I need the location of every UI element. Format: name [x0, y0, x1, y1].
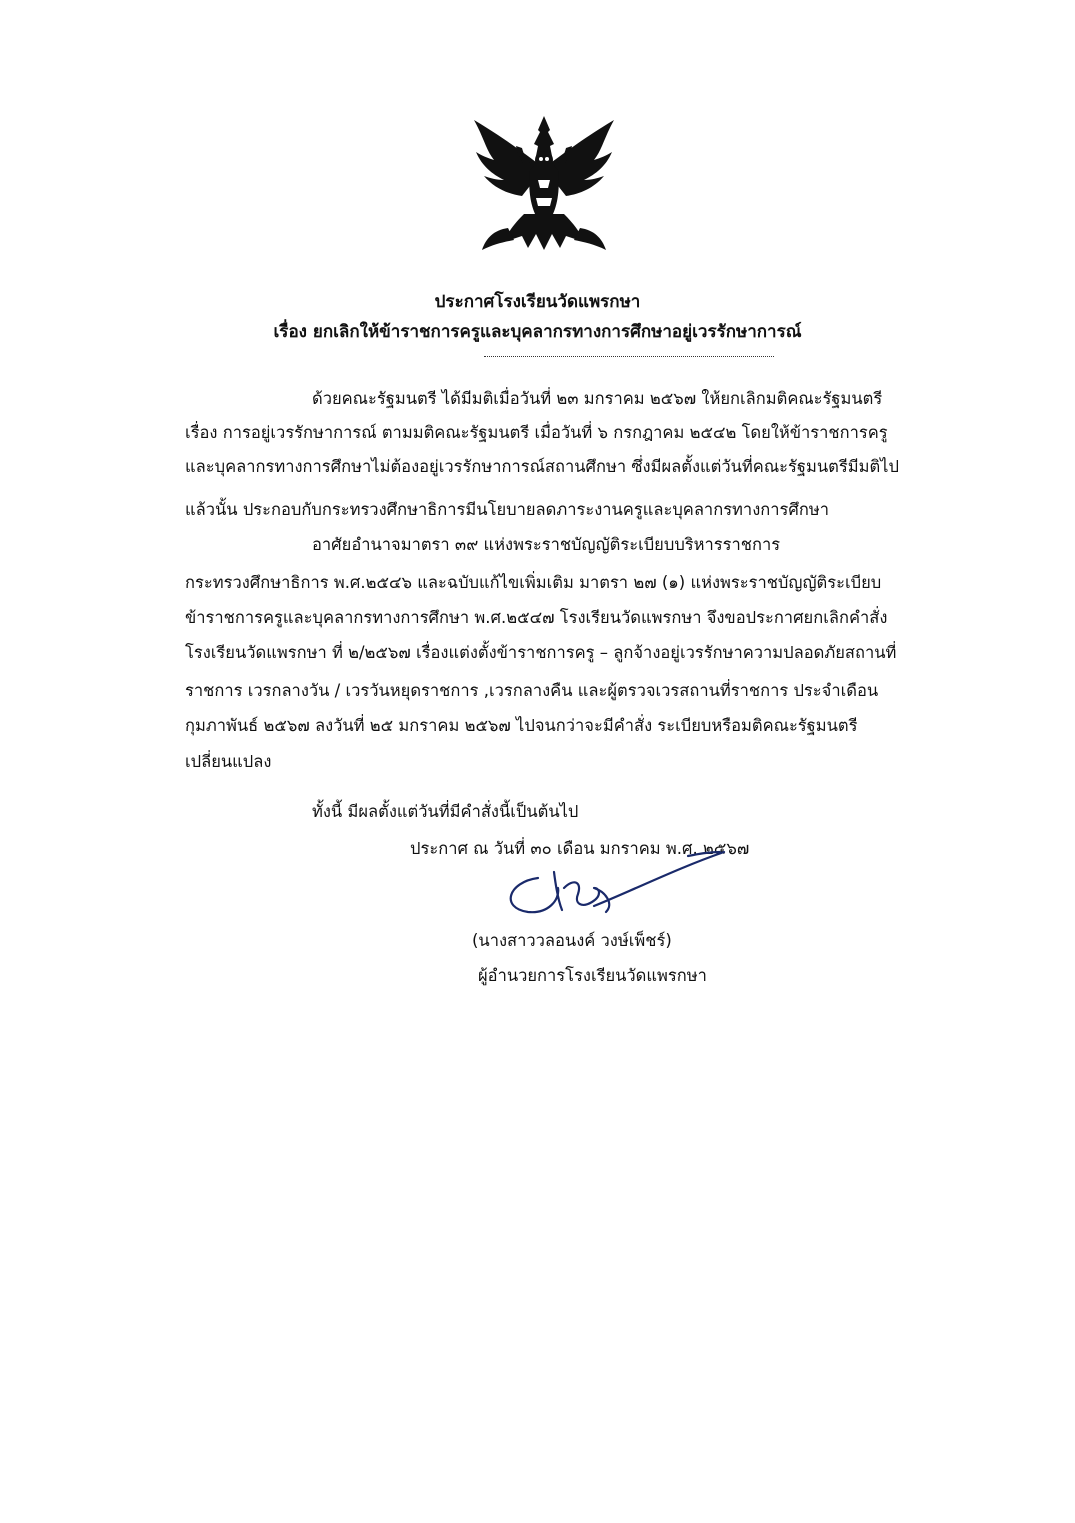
body-line: กุมภาพันธ์ ๒๕๖๗ ลงวันที่ ๒๕ มกราคม ๒๕๖๗ ไปจนกว่าจะมีคำสั่ง ระเบียบหรือมติคณะรัฐมนตรี: [185, 716, 858, 735]
body-line: อาศัยอำนาจมาตรา ๓๙ แห่งพระราชบัญญัติระเบียบบริหารราชการ: [312, 535, 781, 554]
announcement-date: ประกาศ ณ วันที่ ๓๐ เดือน มกราคม พ.ศ. ๒๕๖๗: [410, 839, 750, 858]
header-divider: [484, 356, 774, 357]
body-line: เปลี่ยนแปลง: [185, 752, 272, 771]
body-line: เรื่อง การอยู่เวรรักษาการณ์ ตามมติคณะรัฐมนตรี เมื่อวันที่ ๖ กรกฎาคม ๒๕๔๒ โดยให้ข้าราชการครู: [185, 423, 888, 442]
signature-icon: [498, 848, 728, 928]
body-line: กระทรวงศึกษาธิการ พ.ศ.๒๕๔๖ และฉบับแก้ไขเพิ่มเติม มาตรา ๒๗ (๑) แห่งพระราชบัญญัติระเบียบ: [185, 573, 882, 592]
announcement-title: ประกาศโรงเรียนวัดแพรกษา: [434, 292, 641, 312]
body-line: ด้วยคณะรัฐมนตรี ได้มีมติเมื่อวันที่ ๒๓ มกราคม ๒๕๖๗ ให้ยกเลิกมติคณะรัฐมนตรี: [312, 389, 883, 408]
body-line: โรงเรียนวัดแพรกษา ที่ ๒/๒๕๖๗ เรื่องแต่งตั้งข้าราชการครู – ลูกจ้างอยู่เวรรักษาความปลอดภัยสถานที่: [185, 643, 897, 662]
signer-position: ผู้อำนวยการโรงเรียนวัดแพรกษา: [478, 966, 707, 985]
body-line: ข้าราชการครูและบุคลากรทางการศึกษา พ.ศ.๒๕๔๗ โรงเรียนวัดแพรกษา จึงขอประกาศยกเลิกคำสั่ง: [185, 608, 888, 627]
body-line: และบุคลากรทางการศึกษาไม่ต้องอยู่เวรรักษาการณ์สถานศึกษา ซึ่งมีผลตั้งแต่วันที่คณะรัฐมนตรีมีมติไป: [185, 457, 899, 476]
announcement-subject: เรื่อง ยกเลิกให้ข้าราชการครูและบุคลากรทางการศึกษาอยู่เวรรักษาการณ์: [273, 322, 802, 342]
body-line: ราชการ เวรกลางวัน / เวรวันหยุดราชการ ,เวรกลางคืน และผู้ตรวจเวรสถานที่ราชการ ประจำเดือน: [185, 681, 879, 700]
effective-statement: ทั้งนี้ มีผลตั้งแต่วันที่มีคำสั่งนี้เป็นต้นไป: [312, 802, 579, 821]
signer-name: (นางสาววลอนงค์ วงษ์เพ็ชร์): [472, 931, 672, 950]
garuda-emblem-icon: [464, 108, 624, 268]
body-line: แล้วนั้น ประกอบกับกระทรวงศึกษาธิการมีนโยบายลดภาระงานครูและบุคลากรทางการศึกษา: [185, 500, 829, 519]
